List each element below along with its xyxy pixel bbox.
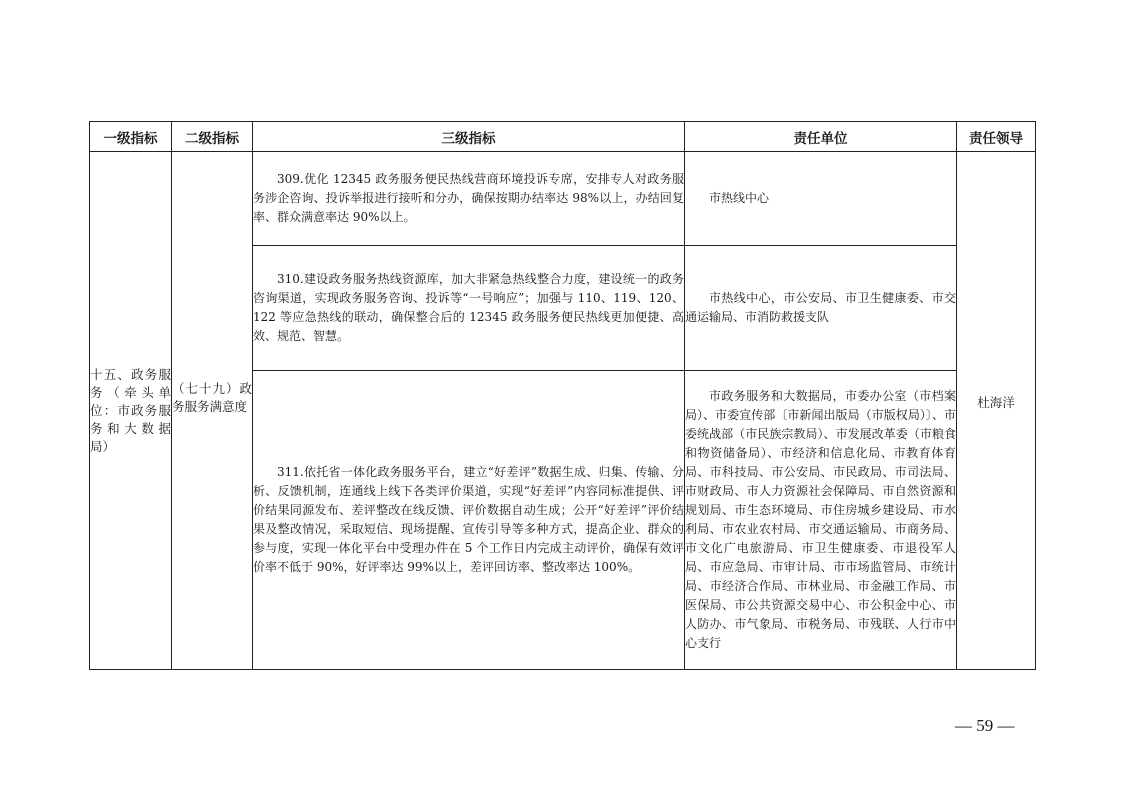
level3-cell	[253, 152, 685, 246]
header-level1: 一级指标	[90, 122, 172, 152]
header-level2: 二级指标	[172, 122, 253, 152]
table-row	[90, 152, 1036, 246]
header-responsible-leader: 责任领导	[957, 122, 1036, 152]
page-number: — 59 —	[955, 716, 1015, 735]
leader-cell	[957, 152, 1036, 670]
indicator-310: 310.建设政务服务热线资源库，加大非紧急热线整合力度，建设统一的政务咨询渠道，实现政务服务咨询、投诉等“一号响应”；加强与 110、119、120、122 等应急热线的联动，确保整合后的 12345 政务服务便民热线更加便捷、高效、规范、智慧。	[253, 272, 684, 343]
indicator-311: 311.依托省一体化政务服务平台，建立“好差评”数据生成、归集、传输、分析、反馈机制，连通线上线下各类评价渠道，实现“好差评”内容同标准提供、评价结果同源发布、差评整改在线反馈、评价数据自动生成；公开“好差评”评价结果及整改情况，采取短信、现场提醒、宣传引导等多种方式，提高企业、群众的参与度，实现一体化平台中受理办件在 5 个工作日内完成主动评价，确保有效评价率不低于 90%，好评率达 99%以上，差评回访率、整改率达 100%。	[253, 465, 684, 574]
unit-cell	[685, 246, 957, 371]
level3-cell	[253, 246, 685, 371]
leader-name: 杜海洋	[977, 394, 1015, 410]
indicator-309: 309.优化 12345 政务服务便民热线营商环境投诉专席，安排专人对政务服务涉企咨询、投诉举报进行接听和分办，确保按期办结率达 98%以上，办结回复率、群众满意率达 90%以上。	[253, 172, 684, 224]
level1-cell	[90, 152, 172, 670]
unit-cell	[685, 152, 957, 246]
level2-cell	[172, 152, 253, 670]
units-311: 市政务服务和大数据局，市委办公室（市档案局）、市委宣传部〔市新闻出版局（市版权局）〕、市委统战部（市民族宗教局）、市发展改革委（市粮食和物资储备局）、市经济和信息化局、市教育体育局、市科技局、市公安局、市民政局、市司法局、市财政局、市人力资源社会保障局、市自然资源和规划局、市生态环境局、市住房城乡建设局、市水利局、市农业农村局、市交通运输局、市商务局、市文化广电旅游局、市卫生健康委、市退役军人局、市应急局、市审计局、市市场监管局、市统计局、市经济合作局、市林业局、市金融工作局、市医保局、市公共资源交易中心、市公积金中心、市人防办、市气象局、市税务局、市残联、人行市中心支行	[685, 389, 956, 650]
level1-text: 十五、政务服务（牵头单位：市政务服务和大数据局）	[90, 366, 171, 454]
indicator-table	[89, 121, 1036, 670]
units-310: 市热线中心，市公安局、市卫生健康委、市交通运输局、市消防救援支队	[685, 291, 956, 324]
units-309: 市热线中心	[709, 191, 770, 205]
header-level3: 三级指标	[253, 122, 685, 152]
header-responsible-unit: 责任单位	[685, 122, 957, 152]
unit-cell	[685, 371, 957, 670]
level2-text: （七十九）政务服务满意度	[172, 380, 252, 414]
header-row	[90, 122, 1036, 152]
level3-cell	[253, 371, 685, 670]
